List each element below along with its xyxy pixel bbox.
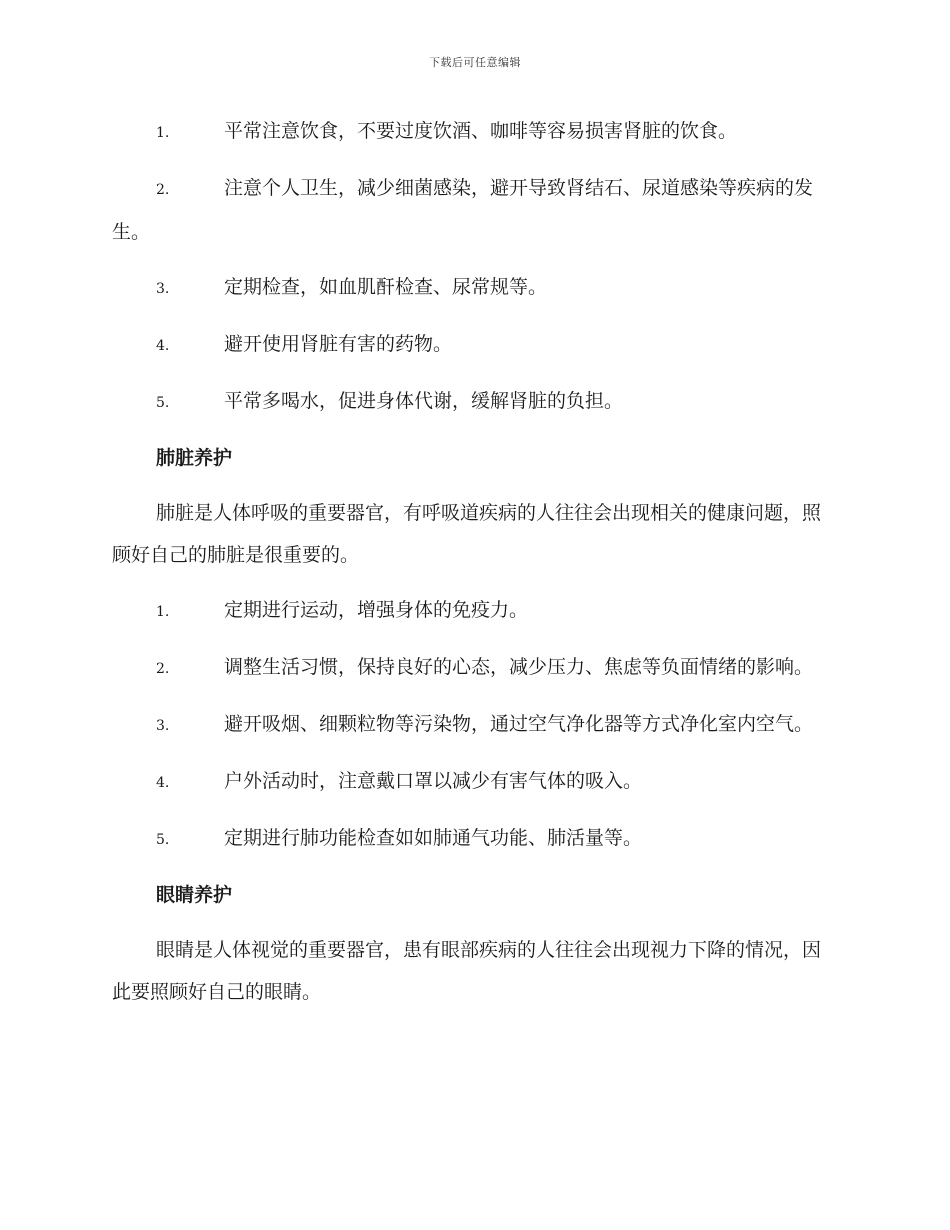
- list-text: 户外活动时，注意戴口罩以减少有害气体的吸入。: [224, 770, 643, 792]
- list-item: [112, 110, 834, 154]
- section-heading-eye: 眼睛养护: [156, 884, 233, 906]
- list-number: 3.: [156, 718, 170, 734]
- list-number: 4.: [156, 338, 170, 354]
- list-number: 2.: [156, 661, 170, 677]
- list-number: 4.: [156, 775, 170, 791]
- section-paragraph-lung: 肺脏是人体呼吸的重要器官，有呼吸道疾病的人往往会出现相关的健康问题，照顾好自己的肺脏是很重要的。: [112, 502, 822, 566]
- list-item: [112, 646, 834, 690]
- list-item: [112, 817, 834, 861]
- list-text: 平常多喝水，促进身体代谢，缓解肾脏的负担。: [224, 390, 624, 412]
- document-body: [112, 110, 834, 1026]
- list-item: [112, 703, 834, 747]
- list-item: [112, 589, 834, 633]
- list-item: [112, 266, 834, 310]
- list-item: [112, 167, 834, 253]
- list-number: 1.: [156, 125, 170, 141]
- list-number: 2.: [156, 182, 170, 198]
- list-item: [112, 760, 834, 804]
- list-item: [112, 380, 834, 424]
- list-text: 避开使用肾脏有害的药物。: [224, 333, 453, 355]
- list-item: [112, 323, 834, 367]
- list-text: 避开吸烟、细颗粒物等污染物，通过空气净化器等方式净化室内空气。: [224, 713, 814, 735]
- list-text: 定期进行运动，增强身体的免疫力。: [224, 599, 529, 621]
- section-paragraph-eye: 眼睛是人体视觉的重要器官，患有眼部疾病的人往往会出现视力下降的情况，因此要照顾好自己的眼睛。: [112, 939, 822, 1003]
- section-heading-lung: 肺脏养护: [156, 447, 233, 469]
- list-text: 注意个人卫生，减少细菌感染，避开导致肾结石、尿道感染等疾病的发生。: [112, 177, 814, 243]
- list-text: 平常注意饮食，不要过度饮酒、咖啡等容易损害肾脏的饮食。: [224, 120, 738, 142]
- list-number: 1.: [156, 604, 170, 620]
- page-header: 下载后可任意编辑: [429, 56, 521, 69]
- list-number: 5.: [156, 395, 170, 411]
- list-text: 调整生活习惯，保持良好的心态，减少压力、焦虑等负面情绪的影响。: [224, 656, 814, 678]
- list-number: 5.: [156, 832, 170, 848]
- list-text: 定期进行肺功能检查如如肺通气功能、肺活量等。: [224, 827, 643, 849]
- list-number: 3.: [156, 281, 170, 297]
- list-text: 定期检查，如血肌酐检查、尿常规等。: [224, 276, 548, 298]
